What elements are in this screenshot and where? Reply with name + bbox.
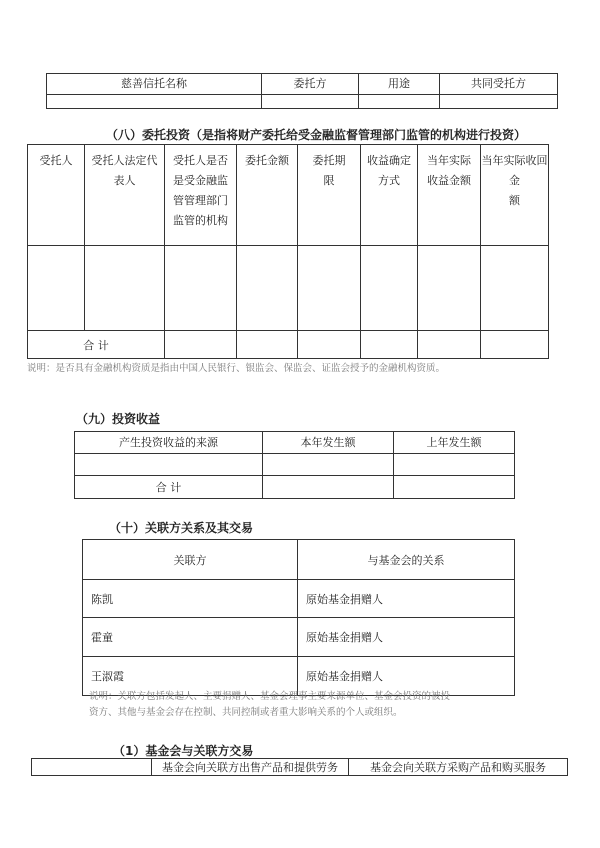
empty-cell	[359, 95, 440, 109]
header-co-trustee: 共同受托方	[440, 74, 558, 95]
related-party-table	[82, 539, 515, 696]
section10-note-line2: 资方、其他与基金会存在控制、共同控制或者重大影响关系的个人或组织。	[89, 707, 403, 718]
empty-cell	[481, 331, 549, 359]
header-income: 当年实际 收益金额	[418, 145, 481, 246]
empty-cell	[47, 95, 262, 109]
header-amount: 委托金额	[237, 145, 298, 246]
entrusted-investment-table	[27, 144, 549, 359]
related-party-relation: 原始基金捐赠人	[298, 618, 515, 657]
empty-cell	[262, 95, 359, 109]
empty-cell	[263, 476, 394, 499]
section9-title: （九）投资收益	[76, 412, 161, 426]
empty-cell	[298, 331, 361, 359]
related-party-name: 王淑霞	[83, 657, 298, 696]
empty-cell	[481, 246, 549, 331]
empty-cell	[418, 246, 481, 331]
header-relationship: 与基金会的关系	[298, 540, 515, 580]
empty-cell	[298, 246, 361, 331]
header-legal-rep: 受托人法定代 表人	[85, 145, 165, 246]
charitable-trust-table	[46, 73, 558, 109]
empty-cell	[418, 331, 481, 359]
header-regulated: 受托人是否 是受金融监 管管理部门 监管的机构	[165, 145, 237, 246]
total-label: 合 计	[28, 331, 165, 359]
related-party-relation: 原始基金捐赠人	[298, 657, 515, 696]
header-term: 委托期 限	[298, 145, 361, 246]
header-principal: 委托方	[262, 74, 359, 95]
empty-cell	[165, 246, 237, 331]
empty-cell	[32, 759, 152, 776]
total-label: 合 计	[75, 476, 263, 499]
related-party-transaction-table	[31, 758, 568, 776]
empty-cell	[85, 246, 165, 331]
header-sales-to-related: 基金会向关联方出售产品和提供劳务	[152, 759, 349, 776]
section8-title: （八）委托投资（是指将财产委托给受金融监督管理部门监管的机构进行投资）	[106, 128, 527, 142]
header-purchases-from-related: 基金会向关联方采购产品和购买服务	[349, 759, 568, 776]
empty-cell	[75, 454, 263, 476]
header-trust-name: 慈善信托名称	[47, 74, 262, 95]
header-income-source: 产生投资收益的来源	[75, 432, 263, 454]
section10-1-title: （1）基金会与关联方交易	[113, 744, 254, 758]
empty-cell	[237, 331, 298, 359]
empty-cell	[165, 331, 237, 359]
empty-cell	[361, 246, 418, 331]
empty-cell	[394, 476, 515, 499]
section10-note-line1: 说明：关联方包括发起人、主要捐赠人、基金会理事主要来源单位、基金会投资的被投	[89, 691, 451, 702]
header-purpose: 用途	[359, 74, 440, 95]
header-recovered: 当年实际收回金 额	[481, 145, 549, 246]
related-party-name: 陈凯	[83, 580, 298, 618]
related-party-relation: 原始基金捐赠人	[298, 580, 515, 618]
section8-note: 说明：是否具有金融机构资质是指由中国人民银行、银监会、保监会、证监会授予的金融机构资质。	[27, 363, 446, 374]
header-method: 收益确定 方式	[361, 145, 418, 246]
related-party-name: 霍童	[83, 618, 298, 657]
empty-cell	[263, 454, 394, 476]
empty-cell	[28, 246, 85, 331]
investment-income-table	[74, 431, 515, 499]
empty-cell	[237, 246, 298, 331]
header-trustee: 受托人	[28, 145, 85, 246]
empty-cell	[361, 331, 418, 359]
empty-cell	[394, 454, 515, 476]
section10-title: （十）关联方关系及其交易	[109, 521, 254, 535]
header-related-party: 关联方	[83, 540, 298, 580]
empty-cell	[440, 95, 558, 109]
header-current-year: 本年发生额	[263, 432, 394, 454]
header-last-year: 上年发生额	[394, 432, 515, 454]
